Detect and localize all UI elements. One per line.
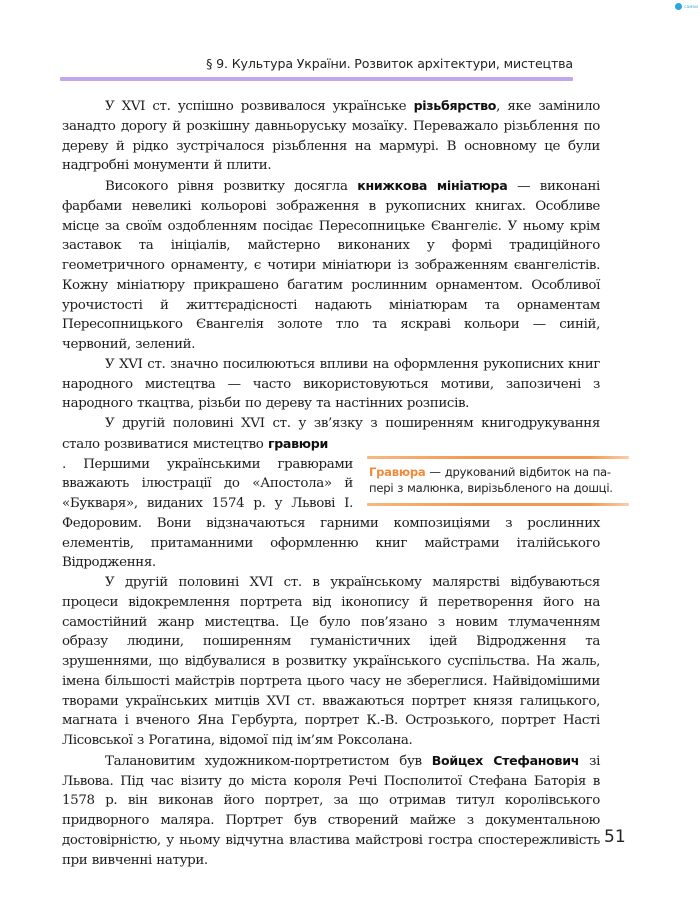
paragraph-portrait: У другій половині XVI ст. в українському малярстві відбуваються процеси відокремлення портрета від іконопису й перетворення його на самостійний жанр мистецтва. Це було пов’язано з новим тлумаченням образу людини, поширенням гуманістичних ідей Відродження та зрушеннями, що відбувалися в розвитку українського суспільства. На жаль, імена більшості майстрів портрета цього часу не збереглися. Найвідомішими творами українських митців XVI ст. вважаються портрет князя галицького, магната і вченого Яна Гербурта, портрет К.-В. Острозького, портрет Насті Лісовської з Рогатина, відомої під ім’ям Роксолана. xyxy=(62,575,600,748)
logo-text: самои xyxy=(684,4,698,9)
term-carving: різьбярство xyxy=(413,98,497,113)
page-number: 51 xyxy=(604,827,626,847)
definition-box xyxy=(367,456,629,506)
paragraph-miniature: Високого рівня розвитку досягла книжкова мініатюра — виконані фарбами невеликі кольорові зображення в рукописних книгах. Особливе місце за своїм оздобленням посідає Пересопницьке Євангеліє. У ньому крім заставок та ініціалів, майстерно виконаних у формі традиційного геометричного орнаменту, є чотири мініатюри із зображенням євангелістів. Кожну мініатюру прикрашено багатим рослинним орнаментом. Особливої урочистості й життєрадісності надають мініатюрам та орнаментам Пересопницького Євангелія золоте тло та яскраві кольори — синій, червоний, зелений. xyxy=(62,178,600,352)
paragraph-folk-art: У XVI ст. значно посилюються впливи на оформлення рукописних книг народного мистецтва — часто використовуються мотиви, запозичені з народного ткацтва, різьби по дереву та настінних розписів. xyxy=(62,356,600,412)
publisher-logo xyxy=(675,3,698,10)
paragraph-carving: У XVI ст. успішно розвивалося українське різьбярство, яке замінило занадто дорогу й розкішну давньоруську мозаїку. Переважало різьблення по дереву й рідко зустрічалося різьблення на мармурі. В основному це були надгробні монументи й плити. xyxy=(62,98,600,174)
definition-term: Гравюра xyxy=(369,464,426,479)
term-engraving: гравюри xyxy=(267,435,328,451)
paragraph-stefanovych: Талановитим художником-портретистом був Войцех Стефанович зі Львова. Під час візиту до міста короля Речі Посполитої Стефана Баторія в 1578 р. він виконав його портрет, за що отримав титул королівського придворного маляра. Портрет був створений майже з документальною достовірністю, у ньому відчутна властива майстрові гостра спостережливість при вивченні натури. xyxy=(62,752,601,868)
definition-text: Гравюра — друкований відбиток на папері з малюнка, вирізьбленого на дошці. xyxy=(369,464,613,495)
body-text: У XVI ст. успішно розвивалося українське різьбярство, яке замінило занадто дорогу й розкішну давньоруську мозаїку. Переважало різьблення по дереву й рідко зустрічалося різьблення на мармурі. В основному це були надгробні монументи й плити. Високого рівня розвитку досягла книжкова мініатюра — виконані фарбами невеликі кольорові зображення в рукописних книгах. Особливе місце за своїм оздобленням посідає Пересопницьке Євангеліє. У ньому крім заставок та ініціалів, майстерно виконаних у формі традиційного геометричного орнаменту, є чотири мініатюри із зображенням євангелістів. Кожну мініатюру прикрашено багатим рослинним орнаментом. Особливої урочистості й життєрадісності надають мініатюрам та орнаментам Пересопницького Євангелія золоте тло та яскраві кольори — синій, червоний, зелений. У XVI ст. значно посилюються впливи на оформлення рукописних книг народного мистецтва — часто використовуються мотиви, запозичені з народного ткацтва, різьби по дереву та настінних розписів. У другій половині XVI ст. у зв’язку з поширенням книгодрукування стало розвиватися мистецтво гравюри Гравюра — друкований відбиток на папері з малюнка, вирізьбленого на дошці. . Першими українськими гравюрами вважають ілюстрації до «Апостола» й «Букваря», виданих 1574 р. у Львові І. Федоровим. Вони відзначаються гарними композиціями з рослинних елементів, притаманними оформленню книг майстрами італійського Відродження. У другій половині XVI ст. в українському малярстві відбуваються процеси відокремлення портрета від іконопису й перетворення його на самостійний жанр мистецтва. Це було пов’язано з новим тлумаченням образу людини, поширенням гуманістичних ідей Відродження та зрушеннями, що відбувалися в розвитку українського суспільства. На жаль, імена більшості майстрів портрета цього часу не збереглися. Найвідомішими творами українських митців XVI ст. вважаються портрет князя галицького, магната і вченого Яна Гербурта, портрет К.-В. Острозького, портрет Насті Лісовської з Рогатина, відомої під ім’ям Роксолана. Талановитим художником-портретистом був Войцех Стефанович зі Львова. Під час візиту до міста короля Речі Посполитої Стефана Баторія в 1578 р. він виконав його портрет, за що отримав титул королівського придворного маляра. Портрет був створений майже з документальною достовірністю, у ньому відчутна властива майстрові гостра спостережливість при вивченні натури. xyxy=(62,96,600,870)
header-rule xyxy=(60,77,573,81)
term-stefanovych: Войцех Стефанович xyxy=(431,752,580,768)
running-header: § 9. Культура України. Розвиток архітектури, мистецтва xyxy=(206,56,573,71)
term-miniature: книжкова мініатюра xyxy=(357,178,508,193)
paragraph-engraving: У другій половині XVI ст. у зв’язку з поширенням книгодрукування стало розвиватися мистецтво гравюри xyxy=(62,416,600,452)
logo-circle-icon xyxy=(675,3,682,10)
